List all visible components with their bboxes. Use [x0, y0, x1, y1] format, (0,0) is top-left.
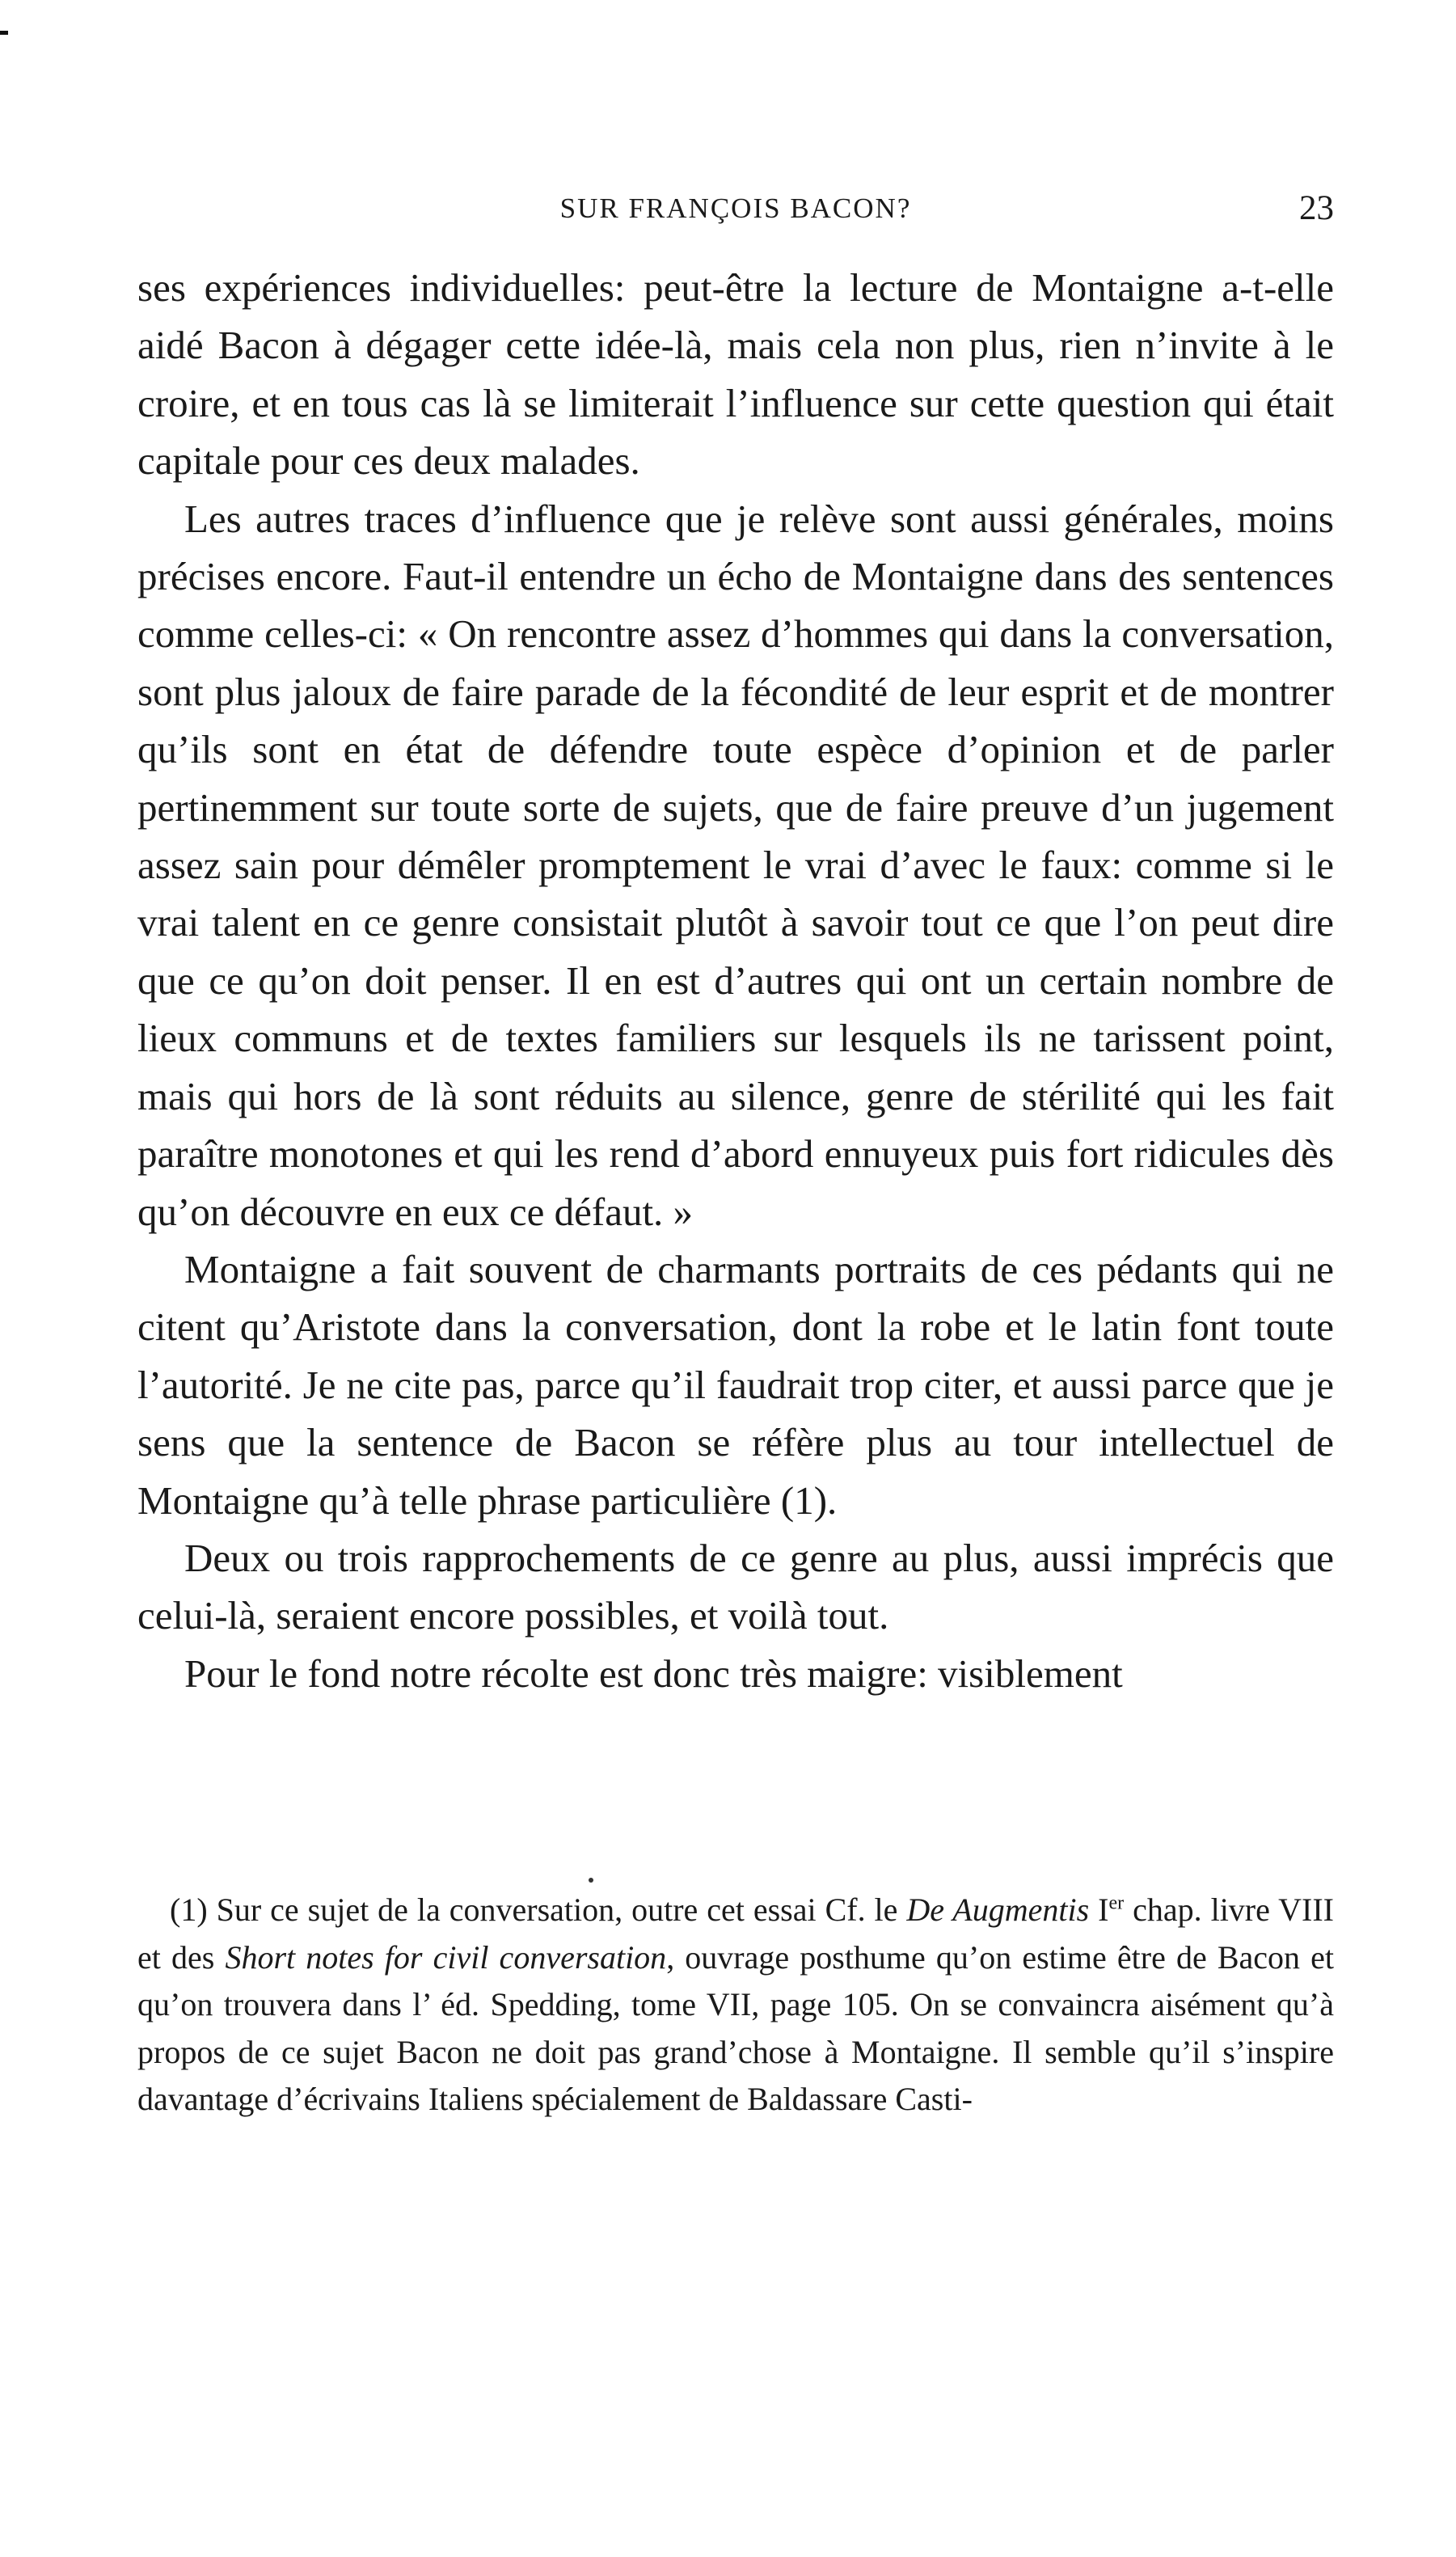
footnote-text: chap. livre VIII et des	[137, 1891, 1334, 1976]
paragraph: ses expériences individuelles: peut-être la lecture de Montaigne a-t-elle aidé Bacon à dégager cette idée-là, mais cela non plus, rien n’invite à le croire, et en tous cas là se limiterait l’influence sur cette question qui était capitale pour ces deux malades.	[137, 265, 1334, 484]
footnote-title-short-notes: Short notes for civil conversation	[225, 1938, 667, 1976]
running-title: SUR FRANÇOIS BACON?	[559, 192, 912, 224]
footnote-superscript: er	[1108, 1892, 1125, 1914]
footnote-text: , ouvrage posthume qu’on estime être de Bacon et qu’on trouvera dans l’ éd. Spedding, tome VII, page 105. On se convaincra aisément qu’à propos de ce sujet Bacon ne doit pas grand’chose à Montaigne. Il semble qu’il s’inspire davantage d’écrivains Italiens spécialement de Baldassare Casti-	[137, 1938, 1335, 2117]
footnote-title-de-augmentis: De Augmentis	[906, 1891, 1090, 1928]
page-number: 23	[1299, 189, 1334, 227]
main-text	[137, 259, 1334, 1702]
footnote-text: Sur ce sujet de la conversation, outre cet essai Cf. le	[207, 1891, 907, 1928]
footnote-separator-dot	[589, 1878, 593, 1883]
paragraph: Pour le fond notre récolte est donc très maigre: visiblement	[184, 1650, 1123, 1696]
footnote	[137, 1887, 1334, 2124]
footnote-marker: (1)	[170, 1891, 208, 1928]
paragraph: Montaigne a fait souvent de charmants portraits de ces pédants qui ne citent qu’Aristote dans la conversation, dont la robe et le latin font toute l’autorité. Je ne cite pas, parce qu’il faudrait trop citer, et aussi parce que je sens que la sentence de Bacon se réfère plus au tour intellectuel de Montaigne qu’à telle phrase particulière (1).	[137, 1246, 1334, 1523]
running-head	[137, 184, 1334, 233]
scan-mark	[0, 31, 8, 35]
footnote-text: I	[1089, 1891, 1109, 1928]
paragraph: Les autres traces d’influence que je relève sont aussi générales, moins précises encore. Faut-il entendre un écho de Montaigne dans des sentences comme celles-ci: « On rencontre assez d’hommes qui dans la conversation, sont plus jaloux de faire parade de la fécondité de leur esprit et de montrer qu’ils sont en état de défendre toute espèce d’opinion et de parler pertinemment sur toute sorte de sujets, que de faire preuve d’un jugement assez sain pour démêler promptement le vrai d’avec le faux: comme si le vrai talent en ce genre consistait plutôt à savoir tout ce que l’on peut dire que ce qu’on doit penser. Il en est d’autres qui ont un certain nombre de lieux communs et de textes familiers sur lesquels ils ne tarissent point, mais qui hors de là sont réduits au silence, genre de stérilité qui les fait paraître monotones et qui les rend d’abord ennuyeux puis fort ridicules dès qu’on découvre en eux ce défaut. »	[137, 496, 1334, 1234]
paragraph: Deux ou trois rapprochements de ce genre au plus, aussi imprécis que celui-là, seraient encore possibles, et voilà tout.	[137, 1535, 1334, 1638]
